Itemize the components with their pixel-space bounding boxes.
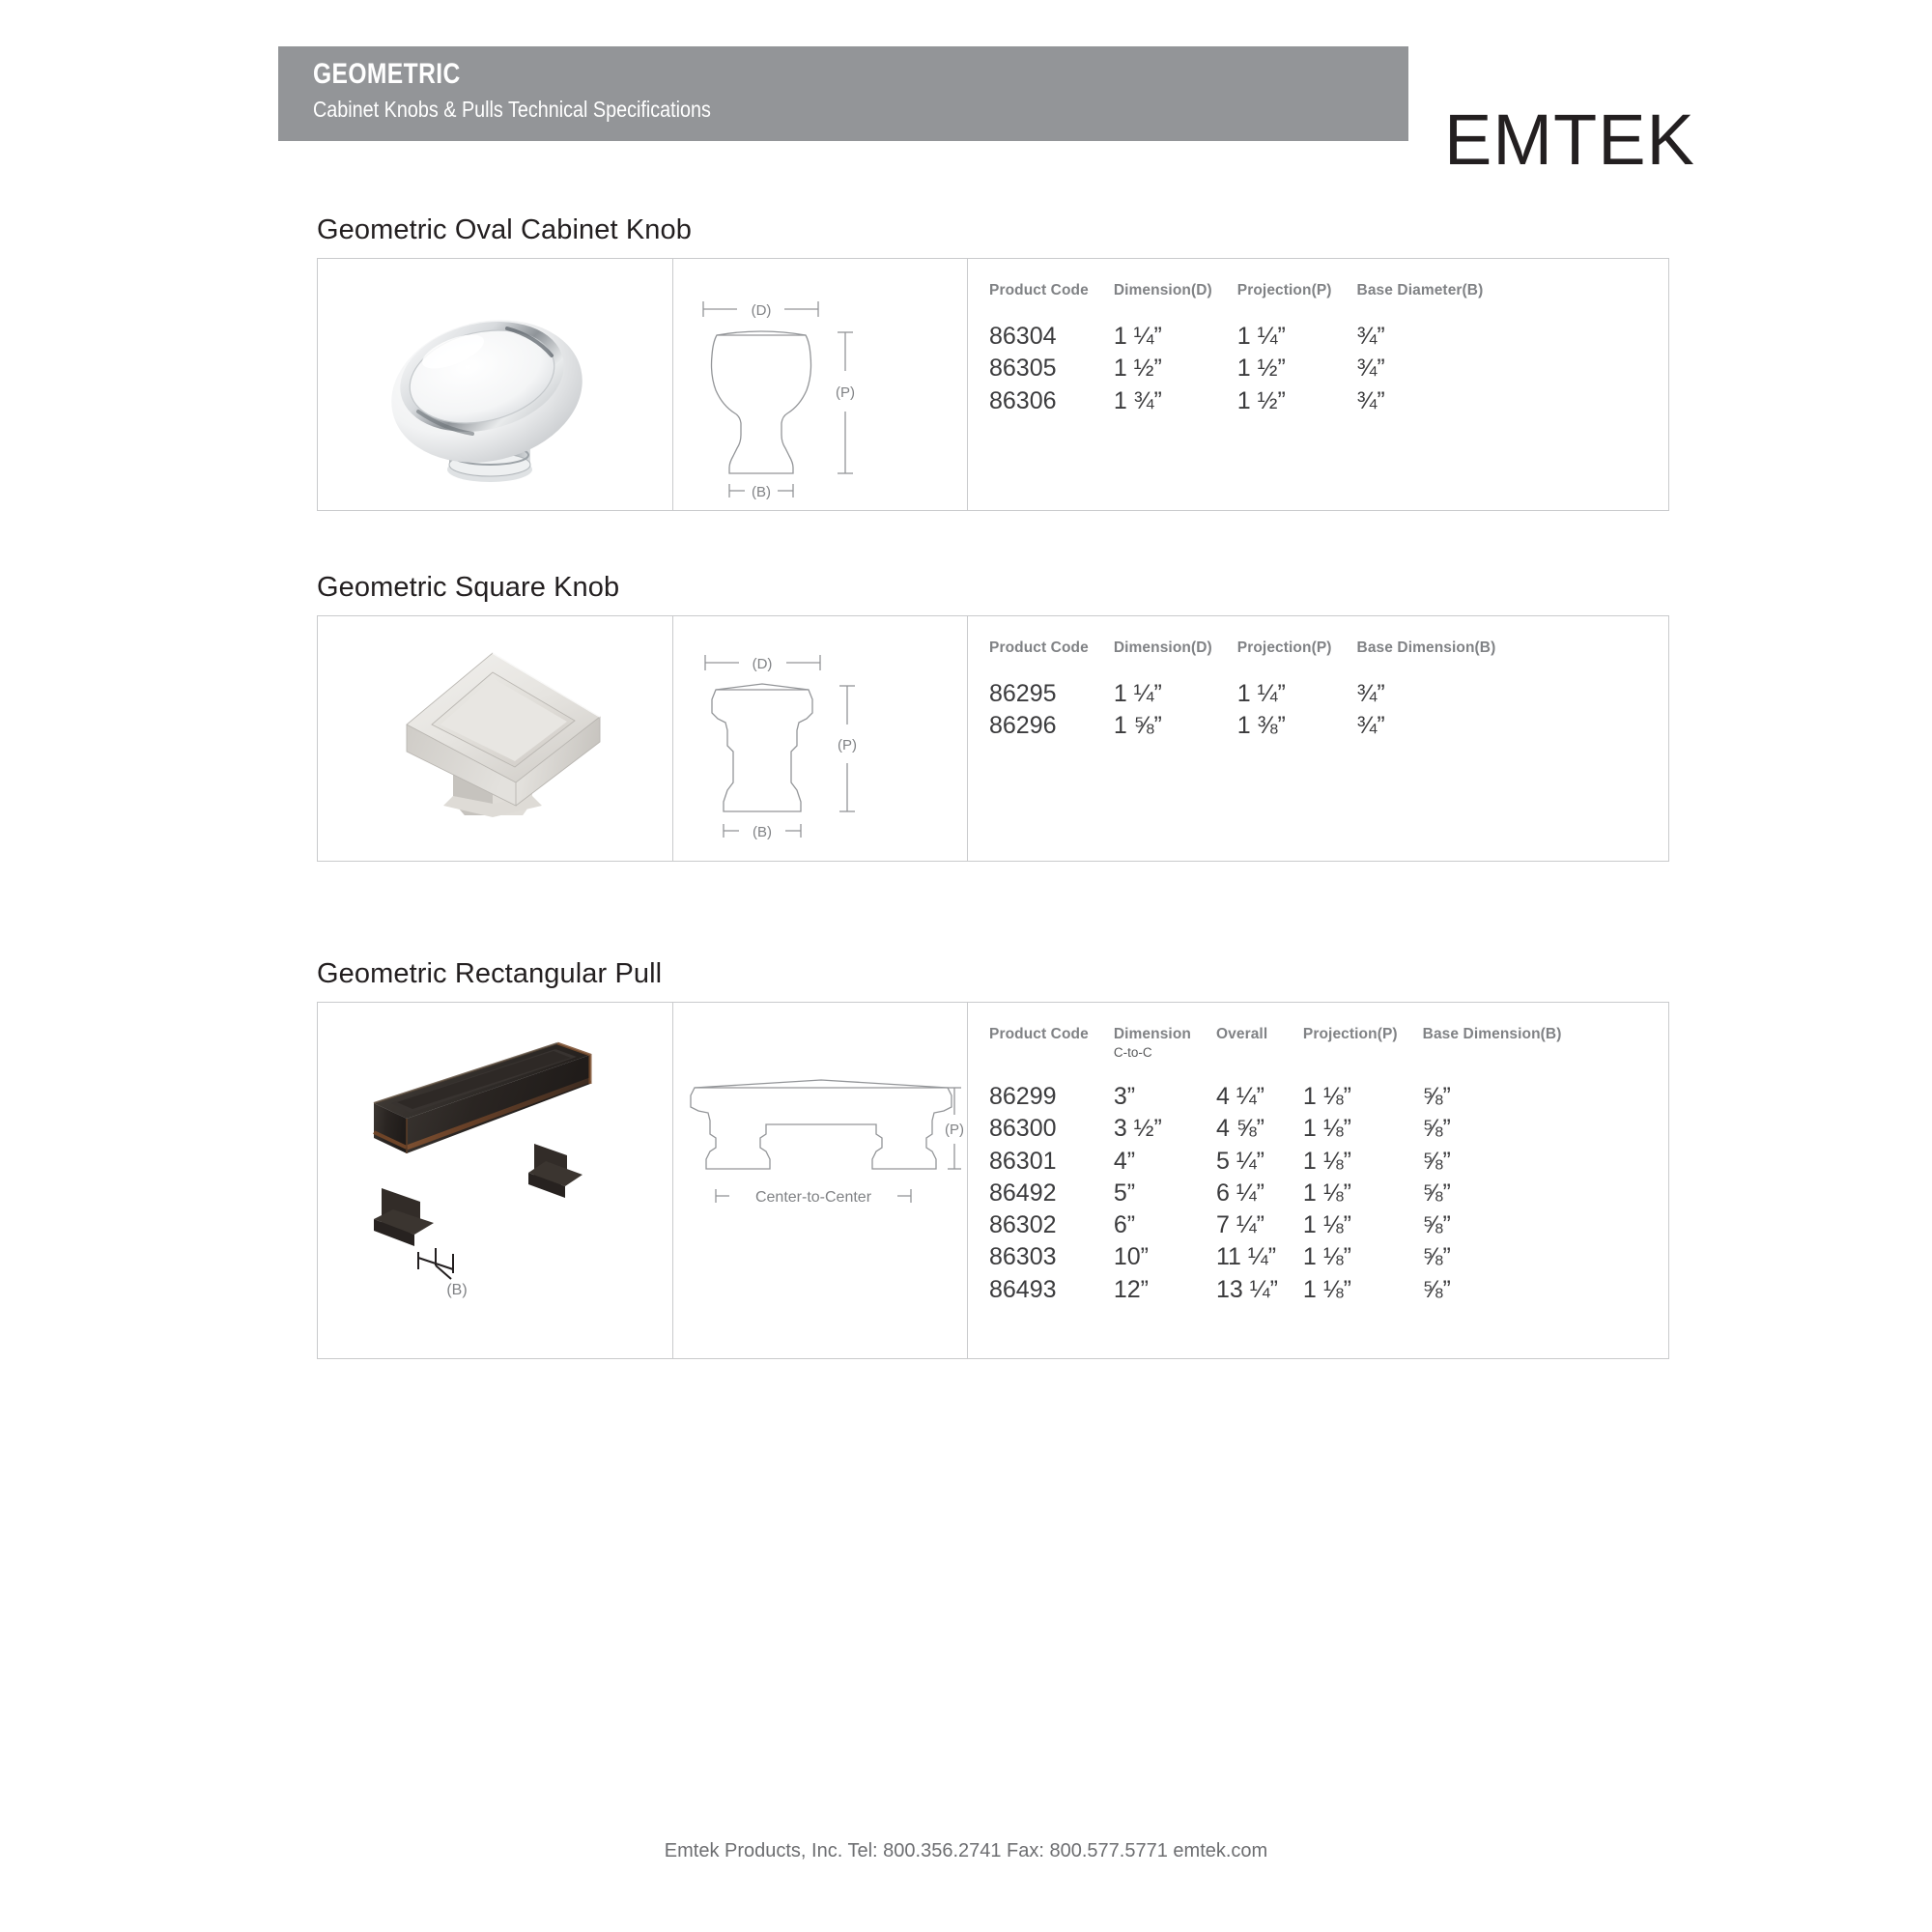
cell-base: ⅝” [1422,1275,1451,1303]
cell-base: ⅝” [1422,1083,1451,1110]
product-photo-rectangular-pull [318,1003,672,1358]
spec-table-square [989,639,1520,743]
spec-table-pull [989,1026,1586,1306]
col-projection: Projection(P) [1236,639,1332,656]
col-dimension: Dimension(D) [1113,282,1212,298]
cell-projection: 1 ⅜” [1236,712,1286,740]
header-text-block [313,58,776,123]
cell-product-code: 86296 [989,712,1057,740]
cell-product-code: 86493 [989,1275,1057,1303]
cell-product-code: 86304 [989,323,1057,350]
drawing-cell-square [673,616,968,861]
panel-oval-knob [317,258,1669,511]
cell-projection: 1 ¼” [1236,680,1286,707]
cell-base: ⅝” [1422,1147,1451,1175]
col-dimension: Dimension(D) [1113,639,1212,656]
cell-dimension: 1 ½” [1113,355,1162,383]
photo-cell-oval [318,259,673,510]
cell-dimension: 3 ½” [1113,1115,1162,1143]
table-row [989,321,1508,353]
cell-product-code: 86305 [989,355,1057,383]
cell-product-code: 86300 [989,1115,1057,1143]
product-photo-square-knob [318,616,672,861]
col-base-diameter: Base Diameter(B) [1356,282,1484,298]
table-row [989,1274,1586,1306]
cell-base: ¾” [1356,355,1385,383]
photo-cell-pull [318,1003,673,1358]
table-row [989,1113,1586,1145]
section-title-square: Geometric Square Knob [317,572,620,603]
cell-dimension: 4” [1113,1147,1136,1175]
table-row [989,1146,1586,1178]
cell-product-code: 86303 [989,1243,1057,1271]
cell-base: ¾” [1356,386,1385,414]
cell-dimension: 5” [1113,1179,1136,1207]
cell-projection: 1 ⅛” [1302,1211,1351,1238]
drawing-cell-oval [673,259,968,510]
page-subtitle: Cabinet Knobs & Pulls Technical Specifications [313,96,711,122]
section-oval-knob [317,214,1669,511]
cell-dimension: 1 ¾” [1113,386,1162,414]
cell-projection: 1 ⅛” [1302,1179,1351,1207]
table-cell-oval [968,259,1668,510]
cell-product-code: 86299 [989,1083,1057,1110]
spec-table-oval [989,282,1508,417]
cell-projection: 1 ⅛” [1302,1243,1351,1271]
col-projection: Projection(P) [1236,282,1332,298]
dim-label-p: (P) [838,737,857,753]
cell-product-code: 86301 [989,1147,1057,1175]
table-cell-square [968,616,1668,861]
cell-product-code: 86302 [989,1211,1057,1238]
col-dimension-label: Dimension [1113,1026,1191,1042]
technical-drawing-oval-knob [673,259,967,510]
photo-cell-square [318,616,673,861]
table-header-row [989,1026,1586,1060]
cell-projection: 1 ½” [1236,386,1286,414]
cell-base: ⅝” [1422,1179,1451,1207]
col-dimension-ctoc [1114,1026,1216,1060]
cell-overall: 4 ⅝” [1215,1115,1264,1143]
dim-label-d: (D) [752,656,773,672]
table-row [989,710,1520,742]
cell-projection: 1 ⅛” [1302,1275,1351,1303]
cell-projection: 1 ⅛” [1302,1083,1351,1110]
cell-dimension: 10” [1113,1243,1149,1271]
cell-projection: 1 ⅛” [1302,1147,1351,1175]
col-product-code: Product Code [989,639,1089,656]
dim-label-b: (B) [753,824,772,840]
cell-product-code: 86295 [989,680,1057,707]
panel-square-knob [317,615,1669,862]
cell-overall: 5 ¼” [1215,1147,1264,1175]
section-rectangular-pull [317,958,1669,1359]
cell-dimension: 6” [1113,1211,1136,1238]
cell-base: ⅝” [1422,1211,1451,1238]
page-footer: Emtek Products, Inc. Tel: 800.356.2741 Fax: 800.577.5771 emtek.com [664,1840,1268,1861]
section-square-knob [317,572,1669,862]
photo-dim-label-b: (B) [446,1282,468,1298]
technical-drawing-rectangular-pull [673,1003,967,1358]
cell-product-code: 86492 [989,1179,1057,1207]
col-base-dimension: Base Dimension(B) [1356,639,1496,656]
dim-label-center-to-center: Center-to-Center [754,1189,872,1206]
cell-base: ¾” [1356,680,1385,707]
col-product-code: Product Code [989,1026,1089,1042]
cell-overall: 6 ¼” [1215,1179,1264,1207]
cell-product-code: 86306 [989,386,1057,414]
cell-base: ⅝” [1422,1115,1451,1143]
table-row [989,1241,1586,1273]
cell-dimension: 1 ¼” [1113,323,1162,350]
cell-base: ⅝” [1422,1243,1451,1271]
panel-rectangular-pull [317,1002,1669,1359]
cell-base: ¾” [1356,323,1385,350]
col-overall: Overall [1215,1026,1268,1042]
cell-projection: 1 ¼” [1236,323,1286,350]
dim-label-d: (D) [751,302,772,319]
technical-drawing-square-knob [673,616,967,861]
table-row [989,1178,1586,1209]
table-row [989,353,1508,384]
dim-label-p: (P) [945,1122,964,1138]
page-title: GEOMETRIC [313,58,461,90]
cell-dimension: 3” [1113,1083,1136,1110]
cell-overall: 7 ¼” [1215,1211,1264,1238]
dim-label-p: (P) [836,384,855,401]
cell-dimension: 12” [1113,1275,1149,1303]
table-row [989,1081,1586,1113]
col-product-code: Product Code [989,282,1089,298]
col-projection: Projection(P) [1302,1026,1398,1042]
cell-overall: 11 ¼” [1215,1243,1277,1271]
cell-base: ¾” [1356,712,1385,740]
product-photo-oval-knob [318,259,672,510]
table-header-row [989,639,1520,657]
drawing-cell-pull [673,1003,968,1358]
page-header [0,46,1932,180]
table-row [989,678,1520,710]
dim-label-b: (B) [752,484,771,500]
table-row [989,385,1508,417]
section-title-oval: Geometric Oval Cabinet Knob [317,214,692,245]
table-row [989,1209,1586,1241]
cell-overall: 13 ¼” [1215,1275,1278,1303]
table-header-row [989,282,1508,299]
table-cell-pull [968,1003,1668,1358]
col-dimension-sublabel: C-to-C [1113,1045,1152,1060]
cell-projection: 1 ⅛” [1302,1115,1351,1143]
cell-overall: 4 ¼” [1215,1083,1264,1110]
cell-projection: 1 ½” [1236,355,1286,383]
cell-dimension: 1 ¼” [1113,680,1162,707]
cell-dimension: 1 ⅝” [1113,712,1162,740]
emtek-logo: EMTEK [1444,99,1695,180]
section-title-pull: Geometric Rectangular Pull [317,958,663,989]
col-base-dimension: Base Dimension(B) [1422,1026,1562,1042]
